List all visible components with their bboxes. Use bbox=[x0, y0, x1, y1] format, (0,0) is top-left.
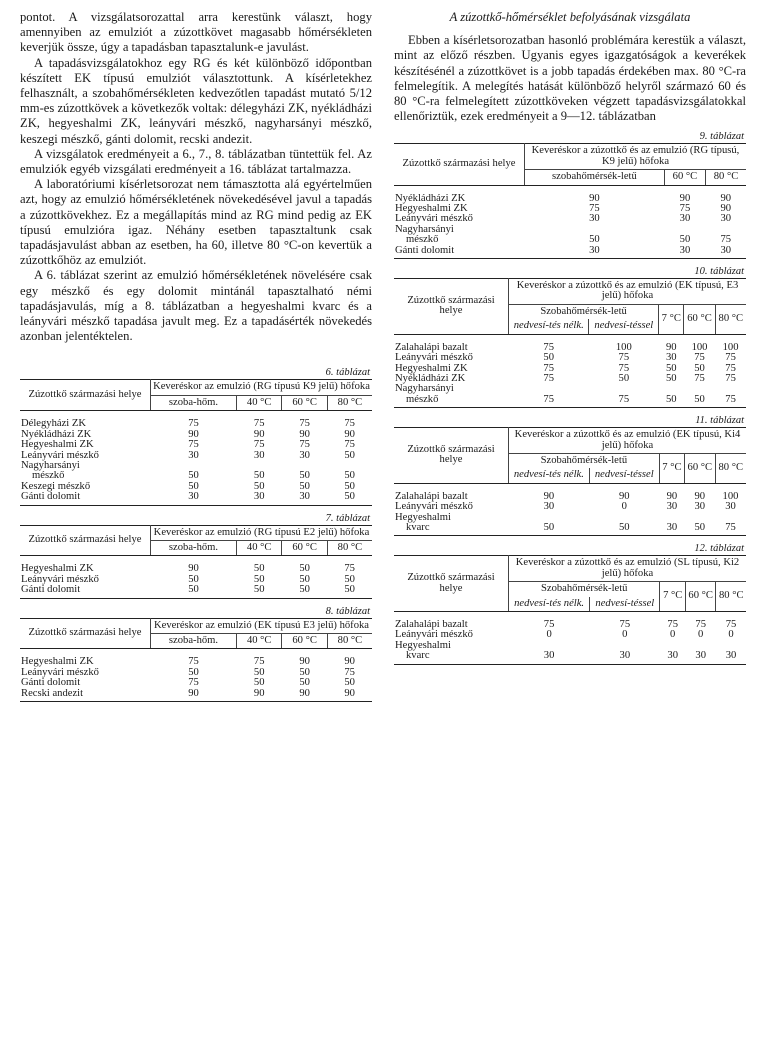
row-label: Nagyharsányi bbox=[395, 383, 454, 395]
cell-value: 75 bbox=[618, 352, 630, 364]
cell-value: 30 bbox=[667, 650, 678, 662]
row-header: Zúzottkő származási helye bbox=[20, 525, 151, 556]
cell-value: 75 bbox=[188, 677, 199, 689]
column-header: 60 °C bbox=[685, 582, 716, 612]
cell-value: 75 bbox=[725, 619, 737, 631]
row-label: Délegyházi ZK bbox=[21, 418, 87, 430]
cell-value: 75 bbox=[188, 656, 199, 668]
cell-value: 0 bbox=[728, 629, 734, 641]
row-label: Keszegi mészkő bbox=[21, 480, 91, 492]
cell-value: 90 bbox=[299, 656, 310, 668]
table-title: 9. táblázat bbox=[699, 131, 744, 143]
cell-value: 0 bbox=[546, 629, 552, 641]
cell-value: 50 bbox=[543, 352, 555, 364]
cell-value: 50 bbox=[344, 584, 355, 596]
cell-value: 75 bbox=[694, 372, 705, 384]
cell-value: 0 bbox=[622, 629, 628, 641]
cell-value: 75 bbox=[589, 203, 600, 215]
sub-group-header: Szobahőmérsék-letű bbox=[509, 304, 659, 319]
table-title: 10. táblázat bbox=[694, 266, 744, 278]
row-label: Zalahalápi bazalt bbox=[395, 619, 468, 631]
column-header: 80 °C bbox=[327, 395, 372, 410]
paragraph-6: Ebben a kísérletsorozatban hasonló problémára kerestük a választ, mint az előző részben. Ugyanis egyes igazgatóságok a keverékek készítésénél a zúzottkövet is a jobb tapadás érdekében max. 80 °C-ra felmelegítik. A melegítés hatását különböző helyről származó 60 és 80 °C-ra felmelegített zúzottköveken végzett tapadásvizsgálatokkal ellenőriztük, ezek eredményeit a 9—12. táblázatban bbox=[394, 33, 746, 124]
cell-value: 50 bbox=[665, 362, 677, 374]
table-11 bbox=[394, 414, 746, 536]
table-row bbox=[394, 523, 746, 536]
group-header: Keveréskor az emulzió (RG típusú K9 jelű) hőfoka bbox=[151, 380, 373, 395]
cell-value: 30 bbox=[720, 244, 732, 256]
column-header: 60 °C bbox=[684, 304, 715, 334]
column-header: szobahőmérsék-letű bbox=[525, 170, 665, 185]
row-label: kvarc bbox=[406, 650, 430, 662]
column-header: 80 °C bbox=[716, 582, 746, 612]
cell-value: 75 bbox=[543, 619, 555, 631]
table-8 bbox=[20, 605, 372, 702]
cell-value: 75 bbox=[253, 418, 265, 430]
row-label: Zalahalápi bazalt bbox=[395, 490, 468, 502]
cell-value: 75 bbox=[253, 656, 265, 668]
table-title: 11. táblázat bbox=[695, 415, 744, 427]
row-label: Gánti dolomit bbox=[21, 584, 81, 596]
column-header: 80 °C bbox=[715, 304, 746, 334]
cell-value: 30 bbox=[589, 244, 600, 256]
cell-value: 30 bbox=[543, 501, 555, 513]
cell-value: 50 bbox=[344, 677, 355, 689]
cell-value: 50 bbox=[253, 584, 265, 596]
row-label: Leányvári mészkő bbox=[21, 666, 99, 678]
sub-column-header: nedvesí-téssel bbox=[589, 468, 659, 483]
cell-value: 90 bbox=[188, 563, 199, 575]
cell-value: 50 bbox=[188, 573, 199, 585]
cell-value: 50 bbox=[253, 666, 265, 678]
row-header: Zúzottkő származási helye bbox=[394, 556, 509, 612]
cell-value: 75 bbox=[299, 439, 310, 451]
cell-value: 30 bbox=[619, 650, 631, 662]
cell-value: 75 bbox=[694, 352, 705, 364]
cell-value: 90 bbox=[720, 192, 732, 204]
table-row bbox=[394, 651, 746, 664]
paragraph-3: A vizsgálatok eredményeit a 6., 7., 8. táblázatban tüntettük fel. Az emulziók egyéb vizsgálati eredményeit a 16. táblázat tartalmazza. bbox=[20, 146, 372, 177]
cell-value: 75 bbox=[725, 393, 736, 405]
cell-value: 50 bbox=[694, 362, 705, 374]
sub-group-header: Szobahőmérsék-letű bbox=[509, 453, 660, 468]
cell-value: 30 bbox=[679, 213, 691, 225]
table-title: 6. táblázat bbox=[325, 367, 370, 379]
row-label: Hegyeshalmi ZK bbox=[395, 203, 468, 215]
group-header: Keveréskor a zúzottkő és az emulzió (EK típusú, E3 jelű) hőfoka bbox=[509, 279, 747, 305]
column-header: 40 °C bbox=[236, 395, 281, 410]
cell-value: 75 bbox=[725, 362, 736, 374]
column-header: 60 °C bbox=[664, 170, 705, 185]
table-title: 12. táblázat bbox=[694, 543, 744, 555]
row-label: Nyékládházi ZK bbox=[395, 372, 466, 384]
cell-value: 75 bbox=[725, 521, 736, 533]
cell-value: 50 bbox=[299, 677, 310, 689]
column-header: szoba-hőm. bbox=[151, 395, 237, 410]
row-label: mészkő bbox=[32, 470, 65, 482]
cell-value: 30 bbox=[188, 491, 199, 503]
cell-value: 75 bbox=[543, 372, 555, 384]
row-header: Zúzottkő származási helye bbox=[394, 144, 525, 185]
cell-value: 50 bbox=[679, 234, 691, 246]
row-label: Nagyharsányi bbox=[21, 459, 80, 471]
cell-value: 50 bbox=[299, 573, 310, 585]
table-row bbox=[394, 513, 746, 523]
cell-value: 30 bbox=[720, 213, 732, 225]
cell-value: 50 bbox=[188, 470, 199, 482]
paragraph-2: A tapadásvizsgálatokhoz egy RG és két különböző időpontban készített EK típusú emulziót választottunk. A kísérletekhez felhasznált, a szobahőmérsékleten kedvezőtlen tapadást mutató 5/12 mm-es zúzottkövek a következők voltak: délegyházi ZK, nyékládházi ZK, hegyeshalmi ZK, leányvári mészkő, nagyharsányi mészkő, keszegi mészkő, gánti dolomit, recski andezit. bbox=[20, 55, 372, 146]
column-header: 60 °C bbox=[685, 453, 715, 483]
cell-value: 50 bbox=[253, 563, 265, 575]
cell-value: 30 bbox=[543, 650, 555, 662]
data-table bbox=[20, 525, 372, 599]
cell-value: 100 bbox=[615, 341, 632, 353]
group-header: Keveréskor a zúzottkő és az emulzió (SL típusú, Ki2 jelű) hőfoka bbox=[509, 556, 747, 582]
cell-value: 90 bbox=[344, 687, 355, 699]
column-header: 40 °C bbox=[237, 633, 282, 648]
row-label: mészkő bbox=[406, 234, 439, 246]
column-header: 40 °C bbox=[236, 540, 281, 555]
row-label: Leányvári mészkő bbox=[21, 449, 99, 461]
cell-value: 90 bbox=[344, 428, 355, 440]
cell-value: 90 bbox=[720, 203, 732, 215]
cell-value: 100 bbox=[722, 490, 739, 502]
cell-value: 0 bbox=[698, 629, 704, 641]
sub-column-header: nedvesí-téssel bbox=[590, 597, 660, 612]
cell-value: 90 bbox=[589, 192, 600, 204]
group-header: Keveréskor a zúzottkő és az emulzió (RG típusú, K9 jelű) hőfoka bbox=[525, 144, 747, 170]
cell-value: 90 bbox=[543, 490, 555, 502]
cell-value: 90 bbox=[666, 490, 678, 502]
cell-value: 50 bbox=[344, 480, 355, 492]
row-label: Nagyharsányi bbox=[395, 223, 454, 235]
sub-column-header: nedvesí-tés nélk. bbox=[509, 468, 590, 483]
cell-value: 30 bbox=[666, 521, 678, 533]
cell-value: 90 bbox=[253, 687, 265, 699]
paragraph-5: A 6. táblázat szerint az emulzió hőmérsékletének növelésére csak egy mészkő és egy dolomit mintánál tapasztalható némi tapadásjavulás, míg a 8. táblázatban a hegyeshalmi kvarc és a leányvári mészkő tapadása javult meg. Ez a tapadásérték növekedés azonban jelentéktelen. bbox=[20, 268, 372, 344]
row-header: Zúzottkő származási helye bbox=[20, 618, 151, 649]
cell-value: 75 bbox=[344, 418, 355, 430]
cell-value: 30 bbox=[589, 213, 600, 225]
row-label: Zalahalápi bazalt bbox=[395, 341, 468, 353]
cell-value: 90 bbox=[299, 687, 310, 699]
table-row bbox=[394, 384, 746, 394]
row-label: Gánti dolomit bbox=[395, 244, 455, 256]
table-row bbox=[20, 689, 372, 702]
table-row bbox=[20, 585, 372, 598]
cell-value: 50 bbox=[618, 521, 630, 533]
table-title: 8. táblázat bbox=[325, 605, 370, 617]
row-label: Leányvári mészkő bbox=[395, 352, 473, 364]
cell-value: 50 bbox=[694, 393, 705, 405]
cell-value: 75 bbox=[543, 393, 555, 405]
row-label: Nyékládházi ZK bbox=[395, 192, 466, 204]
column-header: 80 °C bbox=[706, 170, 746, 185]
table-row bbox=[394, 185, 746, 204]
cell-value: 0 bbox=[670, 629, 676, 641]
cell-value: 90 bbox=[665, 341, 677, 353]
table-row bbox=[394, 225, 746, 235]
sub-column-header: nedvesí-tés nélk. bbox=[509, 319, 589, 334]
group-header: Keveréskor a zúzottkő és az emulzió (EK típusú, Ki4 jelű) hőfoka bbox=[509, 428, 747, 454]
cell-value: 75 bbox=[619, 619, 631, 631]
cell-value: 30 bbox=[253, 449, 265, 461]
cell-value: 30 bbox=[695, 650, 706, 662]
row-label: Hegyeshalmi ZK bbox=[21, 656, 94, 668]
cell-value: 75 bbox=[188, 418, 199, 430]
row-label: Gánti dolomit bbox=[21, 491, 81, 503]
cell-value: 75 bbox=[725, 352, 736, 364]
row-header: Zúzottkő származási helye bbox=[20, 380, 151, 411]
row-label: Leányvári mészkő bbox=[395, 629, 473, 641]
data-table bbox=[394, 427, 746, 536]
cell-value: 50 bbox=[188, 584, 199, 596]
cell-value: 50 bbox=[543, 521, 555, 533]
data-table bbox=[394, 278, 746, 408]
table-row bbox=[394, 395, 746, 408]
column-header: 80 °C bbox=[327, 633, 372, 648]
cell-value: 90 bbox=[188, 428, 199, 440]
row-label: Leányvári mészkő bbox=[395, 213, 473, 225]
row-label: mészkő bbox=[406, 393, 439, 405]
cell-value: 50 bbox=[344, 449, 355, 461]
table-12 bbox=[394, 542, 746, 664]
table-title: 7. táblázat bbox=[325, 512, 370, 524]
cell-value: 50 bbox=[253, 573, 265, 585]
table-row bbox=[394, 641, 746, 651]
row-label: kvarc bbox=[406, 521, 430, 533]
column-header: 80 °C bbox=[327, 540, 372, 555]
cell-value: 50 bbox=[299, 563, 310, 575]
column-header: 60 °C bbox=[282, 395, 327, 410]
data-table bbox=[394, 555, 746, 664]
table-row bbox=[20, 556, 372, 575]
cell-value: 30 bbox=[725, 501, 736, 513]
cell-value: 75 bbox=[344, 666, 355, 678]
table-row bbox=[20, 411, 372, 430]
cell-value: 75 bbox=[720, 234, 732, 246]
row-label: Leányvári mészkő bbox=[395, 501, 473, 513]
table-row bbox=[394, 246, 746, 259]
cell-value: 90 bbox=[299, 428, 310, 440]
cell-value: 100 bbox=[722, 341, 739, 353]
cell-value: 50 bbox=[344, 573, 355, 585]
row-label: Gánti dolomit bbox=[21, 677, 81, 689]
cell-value: 0 bbox=[621, 501, 627, 513]
row-label: Hegyeshalmi ZK bbox=[21, 563, 94, 575]
cell-value: 50 bbox=[618, 372, 630, 384]
cell-value: 30 bbox=[299, 491, 310, 503]
cell-value: 30 bbox=[694, 501, 706, 513]
cell-value: 50 bbox=[299, 470, 310, 482]
table-row bbox=[20, 440, 372, 450]
table-row bbox=[394, 612, 746, 631]
cell-value: 100 bbox=[691, 341, 708, 353]
column-header: 7 °C bbox=[659, 304, 684, 334]
table-7 bbox=[20, 512, 372, 599]
cell-value: 75 bbox=[618, 393, 630, 405]
cell-value: 75 bbox=[188, 439, 199, 451]
row-label: Leányvári mészkő bbox=[21, 573, 99, 585]
cell-value: 75 bbox=[253, 439, 265, 451]
sub-column-header: nedvesí-téssel bbox=[589, 319, 659, 334]
cell-value: 75 bbox=[543, 341, 555, 353]
table-row bbox=[394, 483, 746, 502]
row-header: Zúzottkő származási helye bbox=[394, 279, 509, 335]
cell-value: 75 bbox=[299, 418, 310, 430]
group-header: Keveréskor az emulzió (EK típusú E3 jelű) hőfoka bbox=[151, 618, 373, 633]
cell-value: 50 bbox=[299, 666, 310, 678]
cell-value: 50 bbox=[665, 372, 677, 384]
table-row bbox=[394, 353, 746, 363]
cell-value: 50 bbox=[299, 480, 310, 492]
cell-value: 75 bbox=[618, 362, 630, 374]
cell-value: 75 bbox=[344, 563, 355, 575]
data-table bbox=[20, 618, 372, 702]
cell-value: 90 bbox=[188, 687, 199, 699]
cell-value: 75 bbox=[543, 362, 555, 374]
section-title: A zúzottkő-hőmérséklet befolyásának vizsgálata bbox=[449, 10, 691, 24]
cell-value: 50 bbox=[694, 521, 706, 533]
row-label: Hegyeshalmi ZK bbox=[21, 439, 94, 451]
column-header: 7 °C bbox=[659, 453, 684, 483]
cell-value: 90 bbox=[679, 192, 691, 204]
cell-value: 90 bbox=[618, 490, 630, 502]
cell-value: 30 bbox=[253, 491, 265, 503]
cell-value: 30 bbox=[666, 501, 678, 513]
cell-value: 50 bbox=[665, 393, 677, 405]
sub-column-header: nedvesí-tés nélk. bbox=[509, 597, 590, 612]
group-header: Keveréskor az emulzió (RG típusú E2 jelű) hőfoka bbox=[151, 525, 373, 540]
column-header: 7 °C bbox=[660, 582, 685, 612]
column-header: szoba-hőm. bbox=[151, 540, 237, 555]
cell-value: 30 bbox=[725, 650, 737, 662]
cell-value: 50 bbox=[344, 491, 355, 503]
cell-value: 50 bbox=[188, 666, 199, 678]
cell-value: 50 bbox=[253, 677, 265, 689]
cell-value: 90 bbox=[253, 428, 265, 440]
cell-value: 75 bbox=[695, 619, 706, 631]
cell-value: 75 bbox=[725, 372, 736, 384]
column-header: szoba-hőm. bbox=[151, 633, 237, 648]
cell-value: 50 bbox=[253, 480, 265, 492]
table-row bbox=[20, 649, 372, 668]
cell-value: 75 bbox=[667, 619, 678, 631]
cell-value: 50 bbox=[589, 234, 600, 246]
table-9 bbox=[394, 130, 746, 259]
cell-value: 30 bbox=[679, 244, 691, 256]
cell-value: 50 bbox=[299, 584, 310, 596]
data-table bbox=[20, 379, 372, 505]
table-row bbox=[394, 334, 746, 353]
row-label: Hegyeshalmi bbox=[395, 639, 451, 651]
cell-value: 30 bbox=[665, 352, 677, 364]
left-column bbox=[20, 10, 372, 702]
right-column bbox=[394, 10, 746, 665]
cell-value: 50 bbox=[253, 470, 265, 482]
table-6 bbox=[20, 366, 372, 505]
paragraph-1: pontot. A vizsgálatsorozattal arra kerestünk választ, hogy amennyiben az emulziót a zúzottkövet magasabb hőmérsékleten keverjük össze, úgy a tapadásban tapasztalunk-e javulást. bbox=[20, 10, 372, 55]
cell-value: 50 bbox=[344, 470, 355, 482]
row-label: Nyékládházi ZK bbox=[21, 428, 92, 440]
column-header: 60 °C bbox=[282, 540, 327, 555]
row-label: Hegyeshalmi bbox=[395, 511, 451, 523]
cell-value: 50 bbox=[188, 480, 199, 492]
table-row bbox=[20, 492, 372, 505]
row-header: Zúzottkő származási helye bbox=[394, 428, 509, 484]
cell-value: 30 bbox=[299, 449, 310, 461]
row-label: Recski andezit bbox=[21, 687, 84, 699]
cell-value: 90 bbox=[694, 490, 706, 502]
sub-group-header: Szobahőmérsék-letű bbox=[509, 582, 660, 597]
cell-value: 90 bbox=[344, 656, 355, 668]
table-10 bbox=[394, 265, 746, 408]
paragraph-4: A laboratóriumi kísérletsorozat nem támasztotta alá egyértelműen azt, hogy az emulzió hőmérsékletének növekedésével javul a tapadás a zúzottkövekhez. Ez a megállapítás mind az RG mind pedig az EK típusú emulzióra igaz. Néhány esetben tapasztaltunk csak tapadásjavulást abban az esetben, ha 60, illetve 80 °C-on kevertük a zúzottkőhöz az emulziót. bbox=[20, 177, 372, 268]
cell-value: 75 bbox=[344, 439, 355, 451]
column-header: 80 °C bbox=[715, 453, 746, 483]
row-label: Hegyeshalmi ZK bbox=[395, 362, 468, 374]
cell-value: 30 bbox=[188, 449, 199, 461]
data-table bbox=[394, 143, 746, 259]
cell-value: 75 bbox=[679, 203, 691, 215]
column-header: 60 °C bbox=[282, 633, 327, 648]
